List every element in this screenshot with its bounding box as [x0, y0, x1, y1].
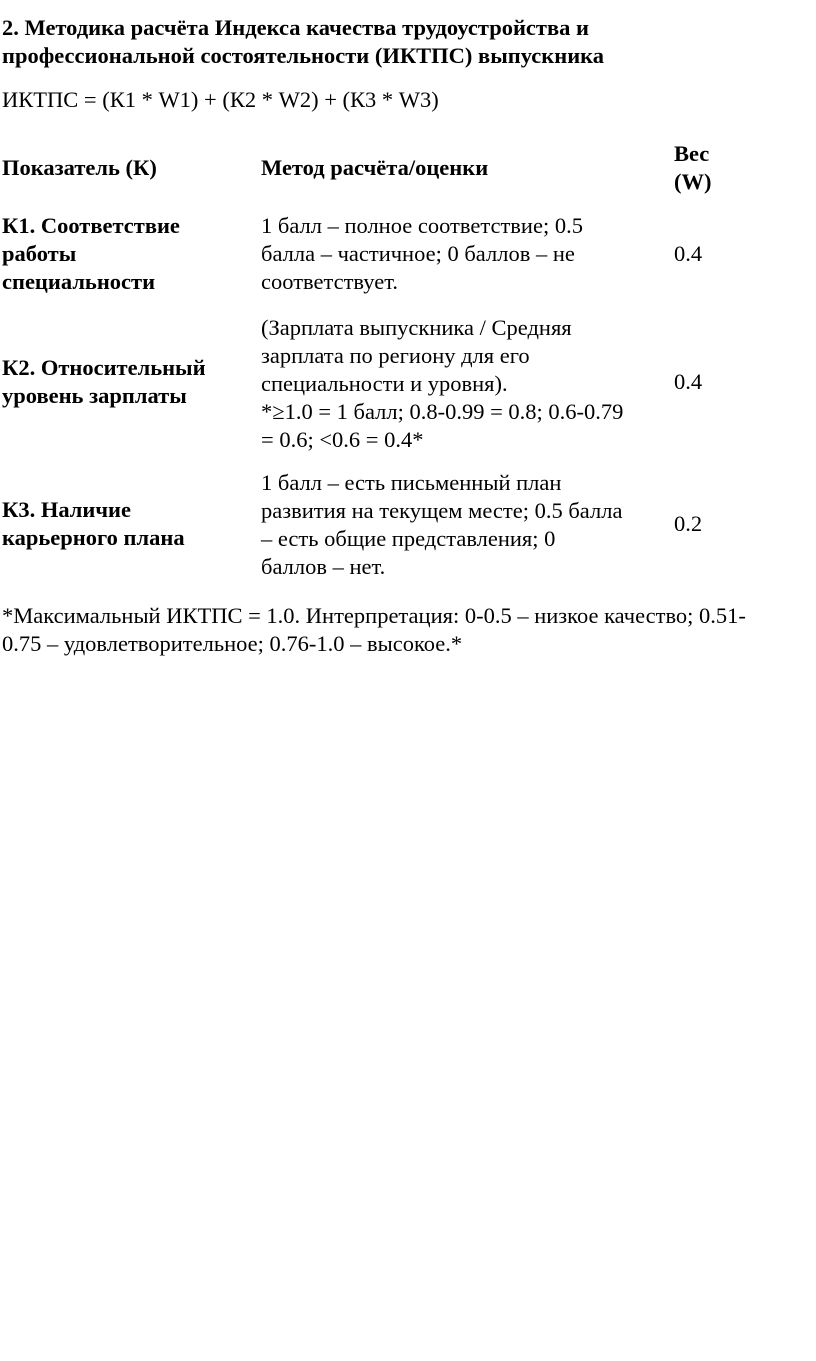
row-k1-indicator-line: работы — [2, 241, 77, 266]
section-heading — [2, 14, 802, 70]
header-weight-line-1: Вес — [674, 141, 710, 166]
row-k1-indicator — [2, 212, 242, 296]
row-k1-indicator-line: К1. Соответствие — [2, 213, 180, 238]
row-k2-method-line: зарплата по региону для его — [261, 343, 530, 368]
row-k3-method — [261, 469, 656, 581]
row-k3-method-line: развития на текущем месте; 0.5 балла — [261, 498, 623, 523]
header-weight-line-2: (W) — [674, 169, 712, 194]
row-k1-weight: 0.4 — [674, 241, 703, 266]
row-k2-weight: 0.4 — [674, 369, 703, 394]
row-k2-method-line: = 0.6; <0.6 = 0.4* — [261, 427, 424, 452]
index-formula: ИКТПС = (К1 * W1) + (К2 * W2) + (К3 * W3) — [2, 87, 439, 112]
row-k1-method-line: 1 балл – полное соответствие; 0.5 — [261, 213, 583, 238]
row-k3-weight: 0.2 — [674, 511, 703, 536]
footnote-line-2: 0.75 – удовлетворительное; 0.76-1.0 – высокое.* — [2, 631, 463, 656]
row-k3-method-line: 1 балл – есть письменный план — [261, 470, 562, 495]
row-k1-method — [261, 212, 656, 296]
header-method: Метод расчёта/оценки — [261, 155, 489, 180]
row-k2-indicator-line: К2. Относительный — [2, 355, 206, 380]
row-k1-indicator-line: специальности — [2, 269, 156, 294]
footnote — [2, 602, 802, 658]
row-k3-method-line: баллов – нет. — [261, 554, 386, 579]
footnote-line-1: *Максимальный ИКТПС = 1.0. Интерпретация: 0-0.5 – низкое качество; 0.51- — [2, 603, 746, 628]
row-k2-method — [261, 314, 656, 454]
row-k2-method-line: *≥1.0 = 1 балл; 0.8-0.99 = 0.8; 0.6-0.79 — [261, 399, 624, 424]
row-k1-method-line: балла – частичное; 0 баллов – не — [261, 241, 575, 266]
row-k2-method-line: (Зарплата выпускника / Средняя — [261, 315, 572, 340]
row-k1-method-line: соответствует. — [261, 269, 398, 294]
row-k2-indicator-line: уровень зарплаты — [2, 383, 187, 408]
row-k3-indicator-line: К3. Наличие — [2, 497, 131, 522]
row-k2-indicator — [2, 354, 242, 410]
row-k3-indicator-line: карьерного плана — [2, 525, 185, 550]
section-heading-line-1: 2. Методика расчёта Индекса качества трудоустройства и — [2, 15, 589, 40]
row-k3-indicator — [2, 496, 242, 552]
section-heading-line-2: профессиональной состоятельности (ИКТПС) выпускника — [2, 43, 605, 68]
header-weight — [674, 140, 774, 196]
header-indicator: Показатель (К) — [2, 155, 157, 180]
row-k3-method-line: – есть общие представления; 0 — [261, 526, 556, 551]
row-k2-method-line: специальности и уровня). — [261, 371, 508, 396]
